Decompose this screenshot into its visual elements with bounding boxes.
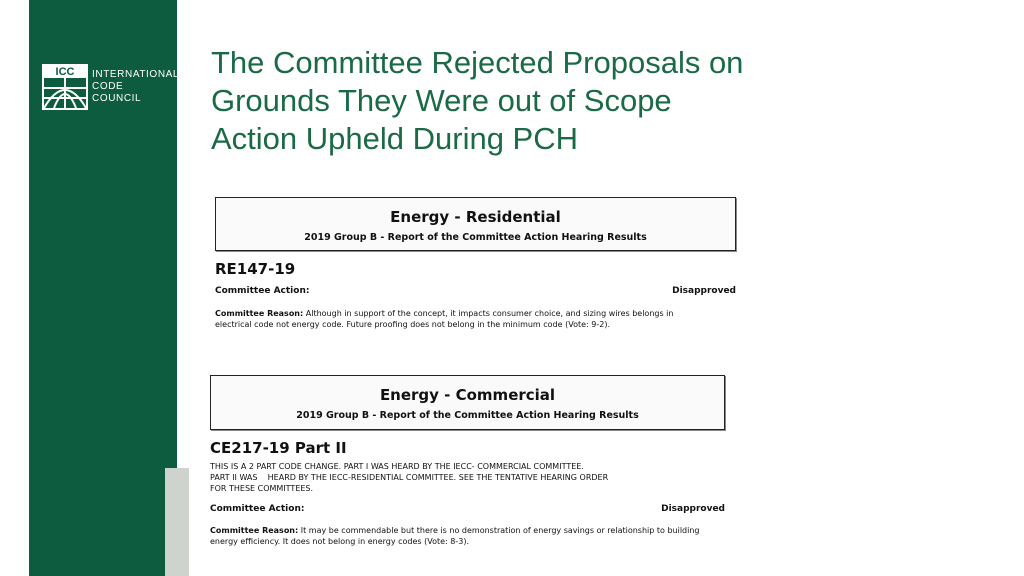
residential-excerpt (215, 197, 736, 330)
logo-wordmark (92, 69, 179, 105)
committee-action-row (210, 504, 725, 514)
proposal-id: CE217-19 Part II (210, 439, 347, 457)
committee-action-row (215, 286, 736, 296)
slide-title-line: Grounds They Were out of Scope (211, 83, 672, 118)
slide-title-line: Action Upheld During PCH (211, 121, 579, 156)
part-note-line: FOR THESE COMMITTEES. (210, 484, 314, 493)
sidebar-accent-bar (165, 468, 189, 576)
slide-title-line: The Committee Rejected Proposals on (211, 45, 744, 80)
icc-logo (42, 64, 179, 110)
committee-reason (210, 525, 725, 547)
part-note-line: PART II WAS HEARD BY THE IECC-RESIDENTIAL COMMITTEE. SEE THE TENTATIVE HEARING ORDER (210, 473, 609, 482)
commercial-banner (210, 375, 725, 430)
committee-action-label: Committee Action: (215, 286, 310, 296)
committee-action-value: Disapproved (661, 504, 725, 514)
logo-mark-text: ICC (55, 66, 75, 78)
commercial-excerpt (210, 375, 725, 547)
committee-reason-text: electrical code not energy code. Future proofing does not belong in the minimum code (Vote: 9-2). (215, 320, 610, 329)
part-note (210, 461, 725, 494)
part-note-line: THIS IS A 2 PART CODE CHANGE. PART I WAS HEARD BY THE IECC- COMMERCIAL COMMITTEE. (210, 462, 584, 471)
logo-line: INTERNATIONAL (92, 69, 180, 80)
banner-title: Energy - Commercial (379, 386, 556, 404)
committee-reason (215, 308, 736, 330)
logo-line: COUNCIL (92, 93, 142, 104)
slide-title (211, 44, 831, 158)
logo-line: CODE (92, 81, 124, 92)
committee-action-label: Committee Action: (210, 504, 305, 514)
committee-reason-label: Committee Reason: (210, 526, 299, 535)
residential-banner (215, 197, 736, 251)
committee-action-value: Disapproved (672, 286, 736, 296)
proposal-id: RE147-19 (215, 260, 296, 278)
banner-subtitle: 2019 Group B - Report of the Committee Action Hearing Results (296, 410, 639, 421)
icc-globe-icon (42, 64, 88, 110)
committee-reason-text: Although in support of the concept, it impacts consumer choice, and sizing wires belongs in (305, 309, 674, 318)
committee-reason-label: Committee Reason: (215, 309, 304, 318)
banner-title: Energy - Residential (390, 208, 561, 226)
committee-reason-text: It may be commendable but there is no demonstration of energy savings or relationship to building (300, 526, 700, 535)
banner-subtitle: 2019 Group B - Report of the Committee Action Hearing Results (304, 232, 647, 243)
committee-reason-text: energy efficiency. It does not belong in energy codes (Vote: 8-3). (210, 537, 470, 546)
